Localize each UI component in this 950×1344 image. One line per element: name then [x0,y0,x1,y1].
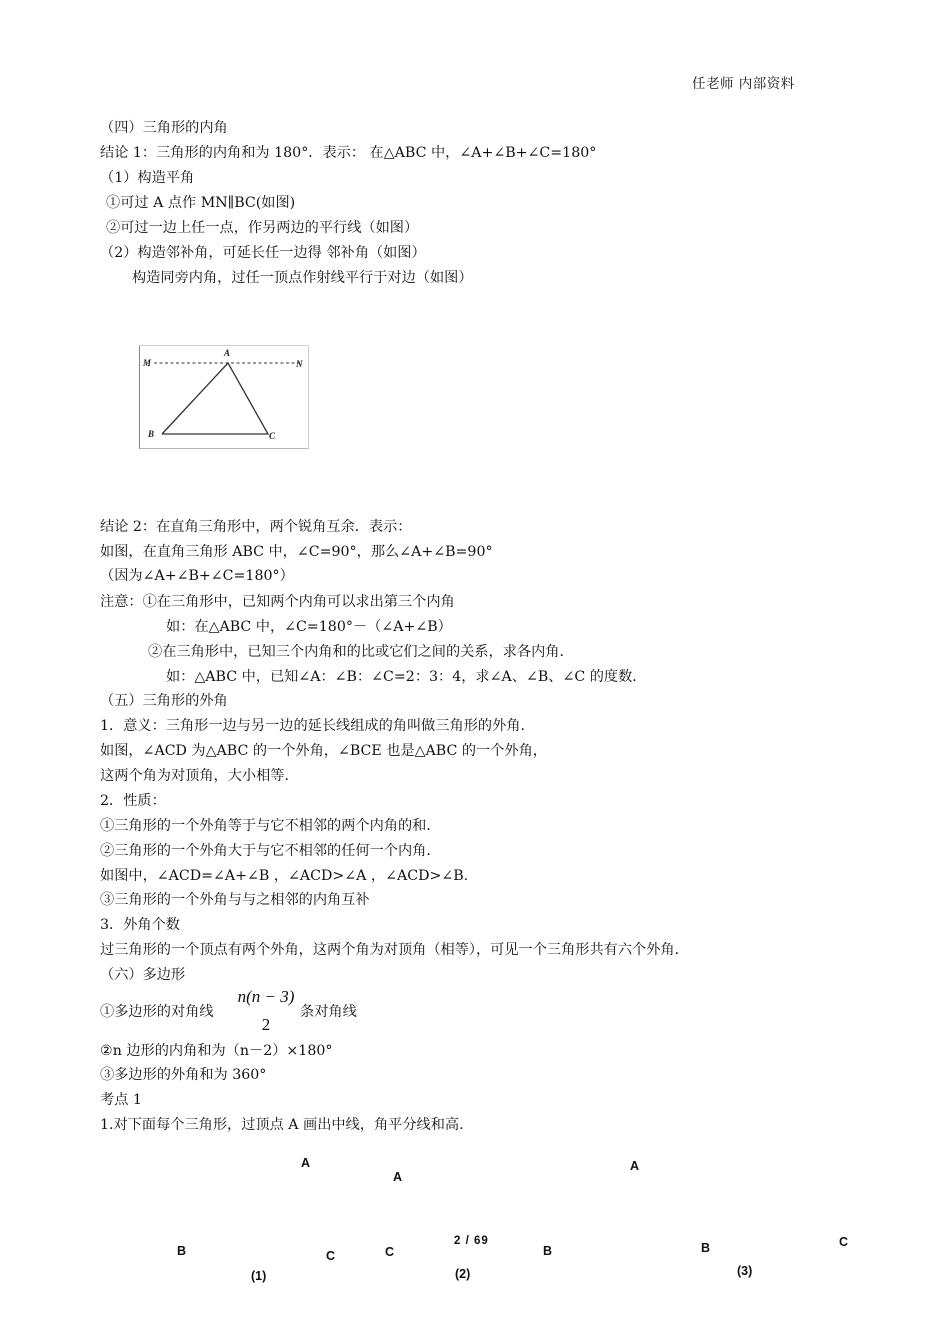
text-line: ③多边形的外角和为 360° [100,1067,267,1083]
label-c: C [269,431,276,441]
page-number: 2 / 69 [454,1235,489,1247]
text-line: ②n 边形的内角和为（n－2）×180° [100,1043,333,1059]
formula-denominator: 2 [261,1015,271,1034]
fraction-bar [236,1011,296,1013]
text-line: （2）构造邻补角，可延长任一边得 邻补角（如图） [100,245,426,261]
triangle-3-caption: (3) [737,1264,753,1278]
text-line: 3．外角个数 [100,917,180,933]
header-text: 任老师 内部资料 [692,76,795,92]
triangle-2-caption: (2) [455,1267,471,1281]
note-2: ②在三角形中，已知三个内角和的比或它们之间的关系，求各内角． [148,644,574,660]
text-line: 如：△ABC 中，已知∠A：∠B：∠C=2：3：4，求∠A、∠B、∠C 的度数． [166,669,647,685]
triangle-3-vertex-c: C [839,1235,849,1249]
text-line: ③三角形的一个外角与与之相邻的内角互补 [100,892,370,908]
section-title-polygon: （六）多边形 [100,967,186,983]
text-line: ②三角形的一个外角大于与它不相邻的任何一个内角． [100,843,441,859]
triangle-3-vertex-a: A [630,1159,640,1173]
text-line: 如：在△ABC 中，∠C=180°－（∠A+∠B） [166,619,452,635]
section-title-exterior-angles: （五）三角形的外角 [100,693,228,709]
note-1: 注意：①在三角形中，已知两个内角可以求出第三个内角 [100,594,455,610]
text-line: （因为∠A+∠B+∠C=180°） [100,568,294,584]
triangle-1-caption: (1) [251,1269,267,1283]
text-line: ①三角形的一个外角等于与它不相邻的两个内角的和． [100,818,441,834]
triangle-abc [162,363,268,434]
text-line: ①多边形的对角线 [100,1004,214,1020]
text-line: 如图中，∠ACD=∠A+∠B ，∠ACD>∠A ，∠ACD>∠B. [100,868,469,884]
exercise-prompt: 1.对下面每个三角形，过顶点 A 画出中线，角平分线和高. [100,1117,464,1133]
triangle-3-vertex-b: B [701,1241,711,1255]
triangle-2-vertex-a: A [393,1170,403,1184]
label-a: A [224,348,231,358]
triangle-1-vertex-a: A [301,1156,311,1170]
triangle-figure-mn-parallel [139,345,309,449]
triangle-1-vertex-b: B [177,1244,187,1258]
label-n: N [296,359,303,369]
text-line: 考点 1 [100,1092,142,1108]
label-b: B [148,429,155,439]
text-line: 如图，在直角三角形 ABC 中，∠C=90°，那么∠A+∠B=90° [100,544,493,560]
triangle-2-vertex-c: C [385,1245,395,1259]
text-line: 构造同旁内角，过任一顶点作射线平行于对边（如图） [132,270,473,286]
text-line: ②可过一边上任一点，作另两边的平行线（如图） [106,220,419,236]
text-line: 2．性质： [100,793,166,809]
label-m: M [143,358,152,368]
text-line: 这两个角为对顶角，大小相等． [100,768,299,784]
formula-numerator: n(n − 3) [237,987,295,1006]
text-line: 如图，∠ACD 为△ABC 的一个外角，∠BCE 也是△ABC 的一个外角， [100,743,547,759]
section-title-interior-angles: （四）三角形的内角 [100,120,228,136]
text-line: 条对角线 [300,1004,357,1020]
conclusion-2: 结论 2：在直角三角形中，两个锐角互余．表示： [100,519,412,535]
text-line: 1．意义：三角形一边与另一边的延长线组成的角叫做三角形的外角． [100,718,535,734]
text-line: 过三角形的一个顶点有两个外角，这两个角为对顶角（相等），可见一个三角形共有六个外角． [100,942,689,958]
text-line: ①可过 A 点作 MN∥BC(如图) [106,195,296,211]
triangle-1-vertex-c: C [326,1249,336,1263]
triangle-2-vertex-b: B [543,1244,553,1258]
conclusion-1: 结论 1：三角形的内角和为 180°．表示： 在△ABC 中，∠A+∠B+∠C=180° [100,145,597,161]
text-line: （1）构造平角 [100,170,195,186]
